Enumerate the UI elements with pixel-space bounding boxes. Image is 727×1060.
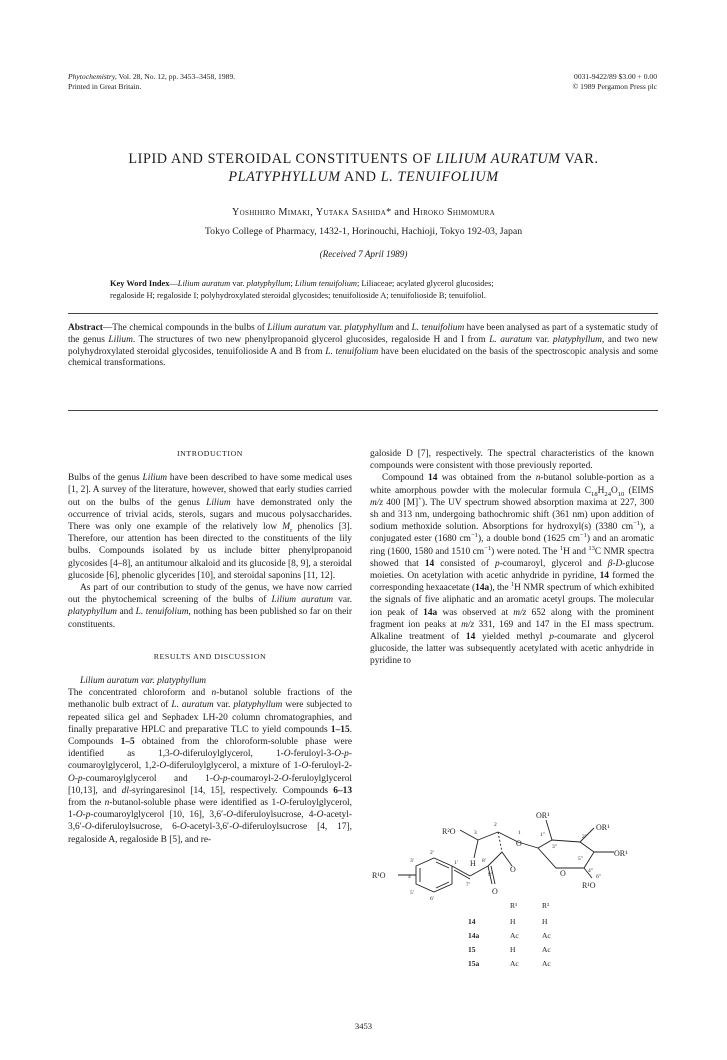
glucose-bond-c1 (546, 820, 552, 840)
title-italic-1: LILIUM AURATUM (435, 151, 561, 167)
r2-value: H (542, 917, 548, 926)
keyword-t3: ; Liliaceae; acylated glycerol glucosides; (356, 279, 494, 288)
alkene-bond-2 (452, 866, 470, 876)
top-divider (68, 313, 658, 314)
keyword-i3: Lilium tenuifolium (294, 279, 357, 288)
author-2: Yutaka Sashida (315, 207, 387, 218)
glycerol-hashed-bond (498, 832, 502, 852)
compound-id: 14 (468, 917, 476, 926)
keyword-i2: platyphyllum (246, 279, 291, 288)
title-text-3: AND (340, 169, 381, 185)
structure-drawing (370, 780, 660, 970)
chemical-structure-14-15 (370, 780, 660, 970)
copyright: © 1989 Pergamon Press plc (572, 82, 657, 91)
title-italic-2: PLATYPHYLLUM (228, 169, 341, 185)
r1-value: Ac (510, 959, 519, 968)
author-sep: , (310, 207, 316, 218)
num-ar2: 2′ (430, 850, 434, 856)
author-and: and (391, 207, 413, 218)
label-r1o-ring: R¹O (582, 881, 596, 890)
abstract-label: Abstract (68, 323, 103, 333)
num-4pp: 4′′ (588, 868, 594, 874)
r2-value: Ac (542, 931, 551, 940)
label-or1-far: OR¹ (614, 849, 628, 858)
page-number: 3453 (354, 1021, 373, 1031)
received-date: (Received 7 April 1989) (319, 249, 408, 259)
num-1pp: 1′′ (540, 832, 546, 838)
keyword-t2: ; (290, 279, 295, 288)
keyword-t1: var. (230, 279, 247, 288)
publisher-header (572, 72, 657, 92)
label-o-ring: O (560, 869, 566, 878)
label-o-ester: O (510, 865, 516, 874)
label-o-carbonyl: O (492, 887, 498, 896)
intro-paragraph-2: As part of our contribution to study of the genus, we have now carried out the phytochemical screening of the bulbs of Lilium auratum var. platyphyllum and L. tenuifolium, nothing has been published so far on their constituents. (68, 583, 353, 630)
results-paragraph-1: The concentrated chloroform and n-butanol soluble fractions of the methanolic bulb extract of L. auratum var. platyphyllum were subjected to repeated silica gel and Sephadex LH-20 column chromatographies, and finally preparative HPLC and preparative TLC to yield compounds 1–15. Compounds 1–5 obtained from the chloroform-soluble phase were identified as 1,3-O-diferuloylglycerol, 1-O-feruloyl-3-O-p-coumaroylglycerol, 1,2-O-diferuloylglycerol, a mixture of 1-O-feruloyl-2-O-p-coumaroylglycerol and 1-O-p-coumaroyl-2-O-feruloylglycerol [10,13], and dl-syringaresinol [14, 15], respectively. Compounds 6–13 from the n-butanol-soluble phase were identified as 1-O-feruloylglycerol, 1-O-p-coumaroylglycerol [10, 16], 3,6′-O-diferuloylsucrose, 4-O-acetyl-3,6′-O-diferuloylsucrose, 6-O-acetyl-3,6′-O-diferuloylsucrose [4, 17], regaloside A, regaloside B [5], and re- (68, 688, 353, 845)
issn: 0031-9422/89 $3.00 + 0.00 (574, 72, 657, 81)
results-subheading: Lilium auratum var. platyphyllum (80, 676, 207, 687)
printed-in: Printed in Great Britain. (68, 82, 142, 91)
abs-i4: Lilium (108, 334, 133, 345)
compound-id: 14a (468, 931, 480, 940)
title-text-2: VAR. (560, 151, 599, 167)
num-5pp: 5′′ (578, 856, 584, 862)
compound-id: 15 (468, 945, 476, 954)
glycerol-bond-1 (498, 832, 518, 842)
abs-i1: Lilium auratum (267, 323, 326, 333)
ester-o-bond (502, 852, 512, 866)
table-rows (468, 917, 551, 968)
left-column (68, 448, 352, 846)
num-3: 3 (474, 830, 477, 836)
keyword-index (110, 278, 630, 301)
abstract (68, 323, 658, 370)
table-header-r2: R² (542, 901, 550, 910)
abs-t5: . The structures of two new phenylpropanoid glycerol glucosides, regaloside H and I from (132, 334, 490, 345)
abs-i3: L. tenuifolium (411, 323, 465, 333)
table-header-r1: R¹ (510, 901, 518, 910)
num-6pp: 6′′ (596, 874, 602, 880)
label-or1-top: OR¹ (536, 811, 550, 820)
journal-name: Phytochemistry, (68, 72, 117, 81)
abs-t8: have been elucidated on the basis of the spectroscopic analysis and some chemical transformations. (68, 346, 659, 369)
author-3: Hiroko Shimomura (412, 207, 495, 218)
abs-i5: L. auratum (489, 334, 533, 345)
abs-t3: and (393, 323, 412, 333)
compound-14-paragraph: Compound 14 was obtained from the n-butanol soluble-portion as a white amorphous powder with the molecular formula $C_{18}H_{24}O_{10}$ (EIMS m/z 400 [M]+). The UV spectrum showed absorption maxima at 227, 300 sh and 313 nm, undergoing bathochromic shift (361 nm) upon addition of sodium methoxide solution. Absorptions for hydroxyl(s) (3380 $cm^{-1}$), a conjugated ester (1680 $cm^{-1}$), a double bond (1625 $cm^{-1}$) and an aromatic ring (1600, 1580 and 1510 $cm^{-1}$) were noted. The $^1$H and $^{13}$C NMR spectra showed that 14 consisted of p-coumaroyl, glycerol and β-D-glucose moieties. On acetylation with acetic anhydride in pyridine, 14 formed the corresponding hexaacetate (14a), the $^1$H NMR spectrum of which exhibited the signals of five aliphatic and an aromatic acetyl groups. The molecular ion peak of 14a was observed at m/z 652 along with the prominent fragment ion peaks at m/z 331, 169 and 147 in the EI mass spectrum. Alkaline treatment of 14 yielded methyl p-coumarate and glycerol glucoside, the latter was subsequently acetylated with acetic anhydride in pyridine to (370, 473, 655, 667)
glycerol-bond-2 (478, 832, 498, 840)
num-1: 1 (518, 830, 521, 836)
num-3pp: 3′′ (552, 844, 558, 850)
abs-t4: have been analysed as part of a systematic study of the genus (68, 323, 659, 345)
num-ar6: 6′ (430, 896, 434, 902)
intro-paragraph-1: Bulbs of the genus Lilium have been described to have some medical uses [1, 2]. A survey of the literature, however, showed that early studies carried out on the bulbs of the genus Lilium have demonstrated only the occurrence of trivial acids, sterols, sugars and mucous polysaccharides. There was only one example of the relatively low $M_r$ phenolics [3]. Therefore, our attention has been directed to the constituents of the lily bulbs. Compounds isolated by us include bitter phenylpropanoid glycosides [4–8], an antitumour alkaloid and its glucoside [8, 9], a steroidal glucoside [6], phenolic glycerides [10], and steroidal saponins [11, 12]. (68, 473, 352, 581)
corresponding-star: * (386, 207, 392, 218)
author-list (40, 207, 687, 218)
glucose-ring-bond (538, 840, 594, 868)
journal-header (68, 72, 235, 92)
benzene-ring (416, 858, 452, 892)
keyword-line-2: regaloside H; regaloside I; polyhydroxylated steroidal glycosides; tenuifolioside A; tenuifolioside B; tenuifoliol. (110, 290, 486, 300)
ester-bond (488, 852, 502, 866)
benzene-inner-2 (436, 862, 449, 868)
results-heading: RESULTS AND DISCUSSION (153, 651, 267, 661)
abs-t2: var. (325, 323, 345, 333)
abs-t1: The chemical compounds in the bulbs of (112, 323, 268, 333)
r1-value: H (510, 945, 516, 954)
paper-title (40, 150, 687, 186)
affiliation: Tokyo College of Pharmacy, 1432-1, Horinouchi, Hachioji, Tokyo 192-03, Japan (204, 226, 523, 237)
num-9: 9′ (488, 872, 492, 878)
r1-value: H (510, 917, 516, 926)
num-ar3: 3′ (410, 858, 414, 864)
keyword-dash: — (169, 279, 178, 288)
compound-id: 15a (468, 959, 480, 968)
label-or1-right: OR¹ (596, 823, 610, 832)
num-2pp: 2′′ (582, 834, 588, 840)
num-2: 2 (494, 822, 497, 828)
abs-t6: var. (532, 334, 553, 345)
abs-i7: L. tenuifolium (325, 346, 379, 357)
title-text-1: LIPID AND STEROIDAL CONSTITUENTS OF (128, 151, 436, 167)
right-paragraph-1: galoside D [7], respectively. The spectral characteristics of the known compounds were consistent with those previously reported. (370, 449, 654, 472)
label-o-link: O (516, 839, 522, 848)
title-italic-3: L. TENUIFOLIUM (380, 169, 499, 185)
abs-t7: , and two new polyhydroxylated steroidal glycosides, tenuifolioside A and B from (68, 334, 659, 357)
abs-i6: platyphyllum (552, 334, 602, 345)
keyword-i1: Lilium auratum (177, 279, 231, 288)
num-ar4: 4′ (408, 874, 412, 880)
r2-value: Ac (542, 945, 551, 954)
benzene-inner-3 (436, 882, 449, 888)
num-7: 7′ (466, 882, 470, 888)
bottom-divider (68, 410, 658, 411)
introduction-heading: INTRODUCTION (176, 449, 244, 458)
label-h: H (470, 859, 476, 868)
abs-i2: platyphyllum (344, 323, 394, 333)
author-1: Yoshihiro Mimaki (231, 207, 311, 218)
label-r1o-aryl: R¹O (372, 871, 386, 880)
num-ar1: 1′ (454, 860, 458, 866)
abstract-dash: — (102, 323, 113, 333)
right-column (370, 448, 654, 668)
r1-value: Ac (510, 931, 519, 940)
num-8: 8′ (482, 858, 486, 864)
r2-value: Ac (542, 959, 551, 968)
label-r2o: R²O (442, 827, 456, 836)
keyword-label: Key Word Index (110, 279, 170, 288)
c2-h-bond (474, 840, 478, 858)
num-ar5: 5′ (410, 890, 414, 896)
journal-citation: Vol. 28, No. 12, pp. 3453–3458, 1989. (118, 72, 236, 81)
